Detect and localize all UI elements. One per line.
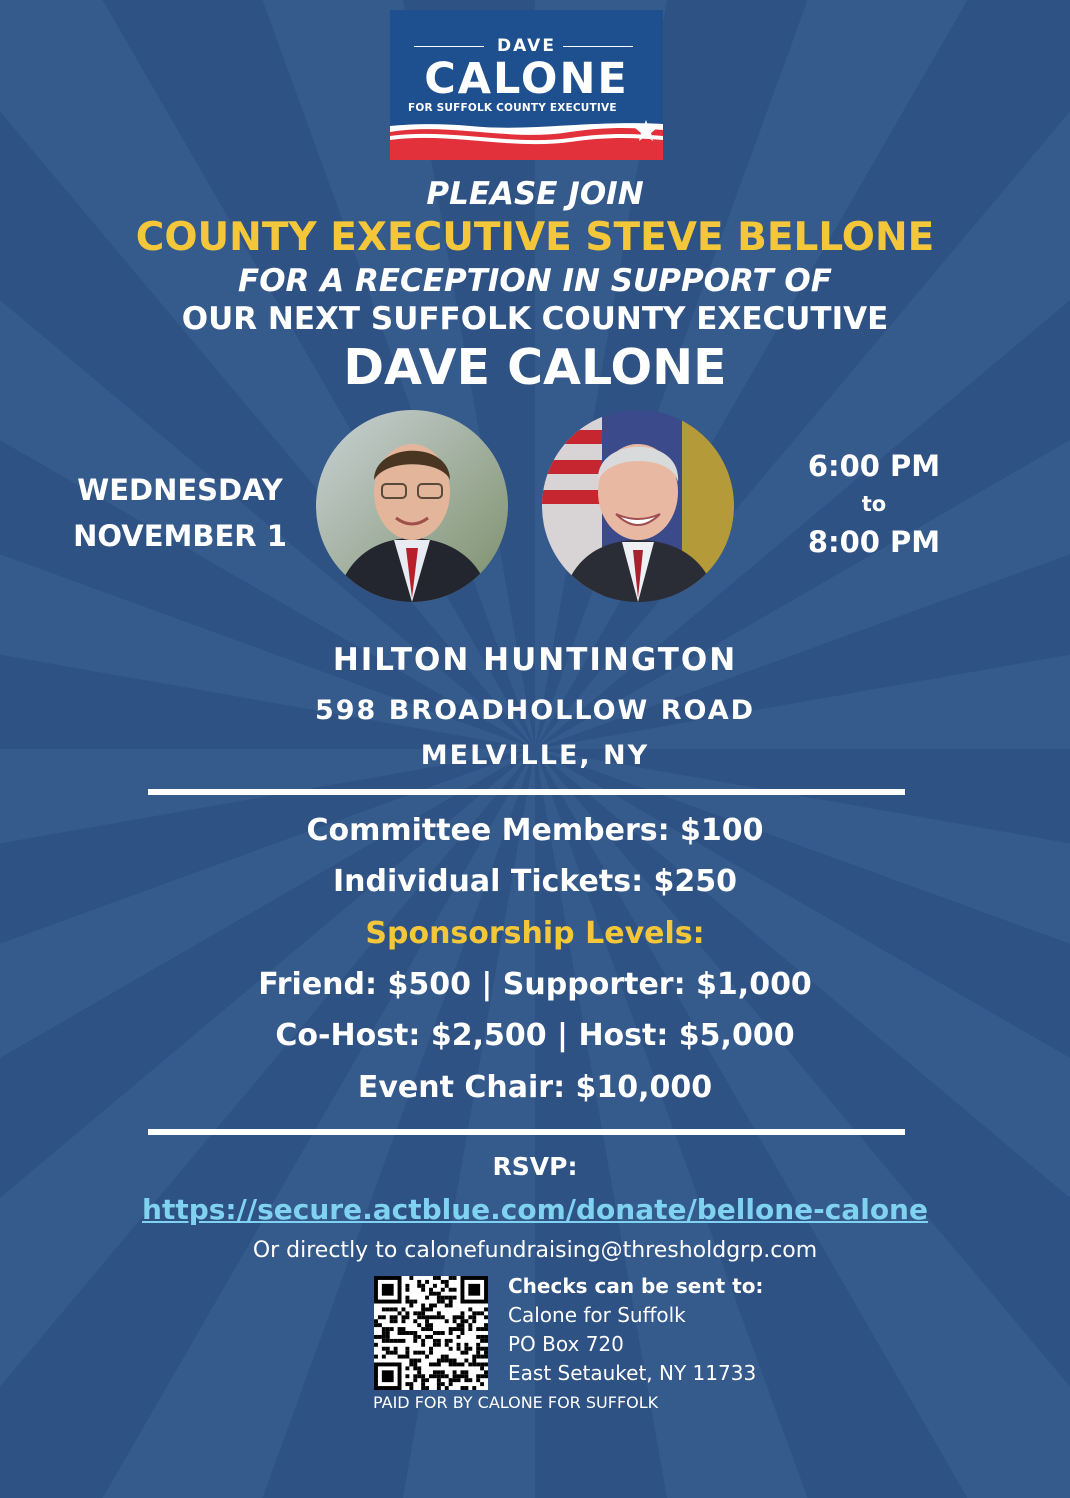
photo-steve-bellone	[542, 410, 734, 602]
time-separator: to	[861, 492, 887, 516]
checks-line-3: East Setauket, NY 11733	[508, 1361, 757, 1385]
end-time: 8:00 PM	[807, 525, 941, 559]
sponsorship-levels-2: Co-Host: $2,500 | Host: $5,000	[275, 1018, 795, 1053]
please-join-text: PLEASE JOIN	[426, 176, 644, 212]
candidate-name: DAVE CALONE	[343, 339, 727, 396]
checks-line-1: Calone for Suffolk	[508, 1303, 686, 1327]
campaign-logo	[390, 10, 663, 160]
logo-last-name: CALONE	[424, 54, 629, 104]
checks-heading: Checks can be sent to:	[508, 1274, 764, 1298]
checks-address	[508, 1272, 763, 1388]
event-date	[64, 467, 296, 559]
venue-city: MELVILLE, NY	[420, 740, 650, 771]
rsvp-link[interactable]: https://secure.actblue.com/donate/bellone-calone	[142, 1193, 928, 1226]
venue-name: HILTON HUNTINGTON	[332, 642, 738, 678]
rsvp-link-wrap	[0, 1193, 1070, 1226]
start-time: 6:00 PM	[807, 449, 941, 483]
next-executive-text: OUR NEXT SUFFOLK COUNTY EXECUTIVE	[181, 301, 889, 337]
event-day: WEDNESDAY	[77, 473, 283, 507]
divider-top	[148, 789, 905, 795]
logo-subtitle: FOR SUFFOLK COUNTY EXECUTIVE	[408, 102, 617, 114]
individual-price: Individual Tickets: $250	[332, 864, 738, 899]
reception-text: FOR A RECEPTION IN SUPPORT OF	[238, 263, 832, 299]
logo-first-name: DAVE	[497, 36, 556, 56]
qr-code[interactable]	[374, 1276, 488, 1390]
venue-street: 598 BROADHOLLOW ROAD	[314, 695, 756, 726]
paid-for-disclaimer: PAID FOR BY CALONE FOR SUFFOLK	[373, 1393, 659, 1412]
event-time	[790, 447, 958, 561]
rsvp-label: RSVP:	[492, 1152, 578, 1181]
event-date-value: NOVEMBER 1	[73, 519, 287, 553]
committee-price: Committee Members: $100	[306, 813, 764, 848]
divider-bottom	[148, 1129, 905, 1135]
sponsorship-levels-3: Event Chair: $10,000	[357, 1070, 713, 1105]
rsvp-email-line[interactable]: Or directly to calonefundraising@thresholdgrp.com	[252, 1238, 818, 1263]
logo-flag-swoosh	[390, 118, 663, 160]
sponsorship-levels-1: Friend: $500 | Supporter: $1,000	[258, 967, 812, 1002]
checks-line-2: PO Box 720	[508, 1332, 624, 1356]
sponsorship-heading: Sponsorship Levels:	[365, 916, 705, 951]
photo-dave-calone	[316, 410, 508, 602]
host-name: COUNTY EXECUTIVE STEVE BELLONE	[135, 215, 935, 260]
